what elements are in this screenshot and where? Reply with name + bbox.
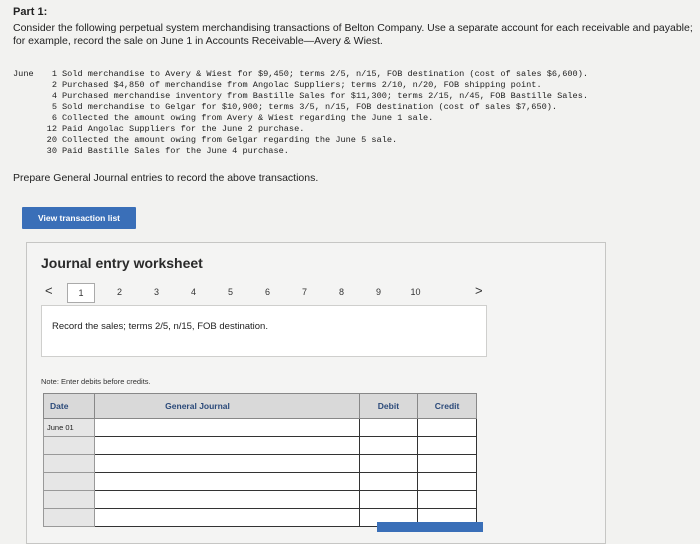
account-input[interactable] (95, 455, 360, 473)
page-tab-3[interactable]: 3 (153, 287, 159, 297)
debit-input[interactable] (359, 437, 417, 455)
tx-month (13, 113, 41, 124)
tx-text: Paid Bastille Sales for the June 4 purchase. (62, 146, 289, 156)
transaction-row (13, 69, 588, 80)
transaction-row (13, 113, 588, 124)
tx-month (13, 91, 41, 102)
view-transaction-list-button[interactable]: View transaction list (22, 207, 136, 229)
date-cell[interactable] (44, 473, 95, 491)
worksheet-title: Journal entry worksheet (41, 255, 203, 271)
date-cell[interactable] (44, 455, 95, 473)
tx-month (13, 135, 41, 146)
debit-input[interactable] (359, 491, 417, 509)
prev-page-icon[interactable]: < (45, 283, 53, 298)
worksheet-pager (27, 283, 605, 303)
transaction-row (13, 102, 588, 113)
transaction-row (13, 91, 588, 102)
page-tab-5[interactable]: 5 (227, 287, 233, 297)
credit-input[interactable] (418, 491, 477, 509)
credit-input[interactable] (418, 437, 477, 455)
record-entry-button[interactable] (377, 522, 483, 532)
table-row (44, 437, 477, 455)
transaction-row (13, 146, 588, 157)
tx-day: 5 (51, 102, 57, 112)
table-row (44, 473, 477, 491)
debits-note: Note: Enter debits before credits. (41, 377, 151, 386)
column-header-general-journal: General Journal (95, 394, 360, 419)
page-tab-7[interactable]: 7 (301, 287, 307, 297)
intro-text: Consider the following perpetual system merchandising transactions of Belton Company. Use a separate account for each receivable and payable; for example, record the sale on June 1 in Accounts Receivable—Avery & Wiest. (13, 22, 693, 47)
tx-month (13, 80, 41, 91)
page-tab-10[interactable]: 10 (410, 287, 421, 297)
transaction-list (13, 69, 588, 157)
tx-day: 1 (51, 69, 57, 79)
column-header-date: Date (44, 394, 95, 419)
tx-month: June (13, 69, 34, 79)
transaction-row (13, 80, 588, 91)
date-cell[interactable] (44, 491, 95, 509)
tx-text: Collected the amount owing from Avery & Wiest regarding the June 1 sale. (62, 113, 434, 123)
credit-input[interactable] (418, 473, 477, 491)
tx-text: Paid Angolac Suppliers for the June 2 purchase. (62, 124, 305, 134)
page-tab-8[interactable]: 8 (338, 287, 344, 297)
date-cell[interactable] (44, 437, 95, 455)
page-tab-2[interactable]: 2 (116, 287, 122, 297)
tx-day: 12 (46, 124, 57, 134)
tx-month (13, 102, 41, 113)
tx-month (13, 124, 41, 135)
debit-input[interactable] (359, 455, 417, 473)
tx-text: Purchased $4,850 of merchandise from Angolac Suppliers; terms 2/10, n/20, FOB shipping point. (62, 80, 542, 90)
part-title: Part 1: (13, 6, 48, 18)
debit-input[interactable] (359, 473, 417, 491)
transaction-row (13, 124, 588, 135)
debit-input[interactable] (359, 419, 417, 437)
account-input[interactable] (95, 437, 360, 455)
page-tab-1[interactable]: 1 (67, 283, 95, 303)
next-page-icon[interactable]: > (475, 283, 483, 298)
tx-day: 2 (51, 80, 57, 90)
transaction-row (13, 135, 588, 146)
account-input[interactable] (95, 509, 360, 527)
table-row (44, 455, 477, 473)
tx-text: Purchased merchandise inventory from Bastille Sales for $11,300; terms 2/15, n/45, FOB Bastille Sales. (62, 91, 589, 101)
date-cell[interactable]: June 01 (44, 419, 95, 437)
account-input[interactable] (95, 419, 360, 437)
tx-day: 6 (51, 113, 57, 123)
instruction-box (41, 305, 487, 357)
tx-month (13, 146, 41, 157)
tx-text: Collected the amount owing from Gelgar regarding the June 5 sale. (62, 135, 398, 145)
credit-input[interactable] (418, 419, 477, 437)
journal-entry-worksheet (26, 242, 606, 544)
column-header-debit: Debit (359, 394, 417, 419)
page-tab-9[interactable]: 9 (375, 287, 381, 297)
table-row (44, 491, 477, 509)
account-input[interactable] (95, 491, 360, 509)
tx-text: Sold merchandise to Gelgar for $10,900; terms 3/5, n/15, FOB destination (cost of sales $7,650). (62, 102, 558, 112)
journal-table (43, 393, 477, 527)
tx-day: 4 (51, 91, 57, 101)
page-tabs (67, 283, 434, 303)
prepare-instruction: Prepare General Journal entries to record the above transactions. (13, 172, 319, 184)
tx-day: 30 (46, 146, 57, 156)
page-tab-4[interactable]: 4 (190, 287, 196, 297)
tx-day: 20 (46, 135, 57, 145)
instruction-text: Record the sales; terms 2/5, n/15, FOB destination. (52, 321, 268, 332)
column-header-credit: Credit (418, 394, 477, 419)
table-row (44, 419, 477, 437)
tx-text: Sold merchandise to Avery & Wiest for $9,450; terms 2/5, n/15, FOB destination (cost of sales $6,600). (62, 69, 589, 79)
date-cell[interactable] (44, 509, 95, 527)
account-input[interactable] (95, 473, 360, 491)
credit-input[interactable] (418, 455, 477, 473)
page-tab-6[interactable]: 6 (264, 287, 270, 297)
